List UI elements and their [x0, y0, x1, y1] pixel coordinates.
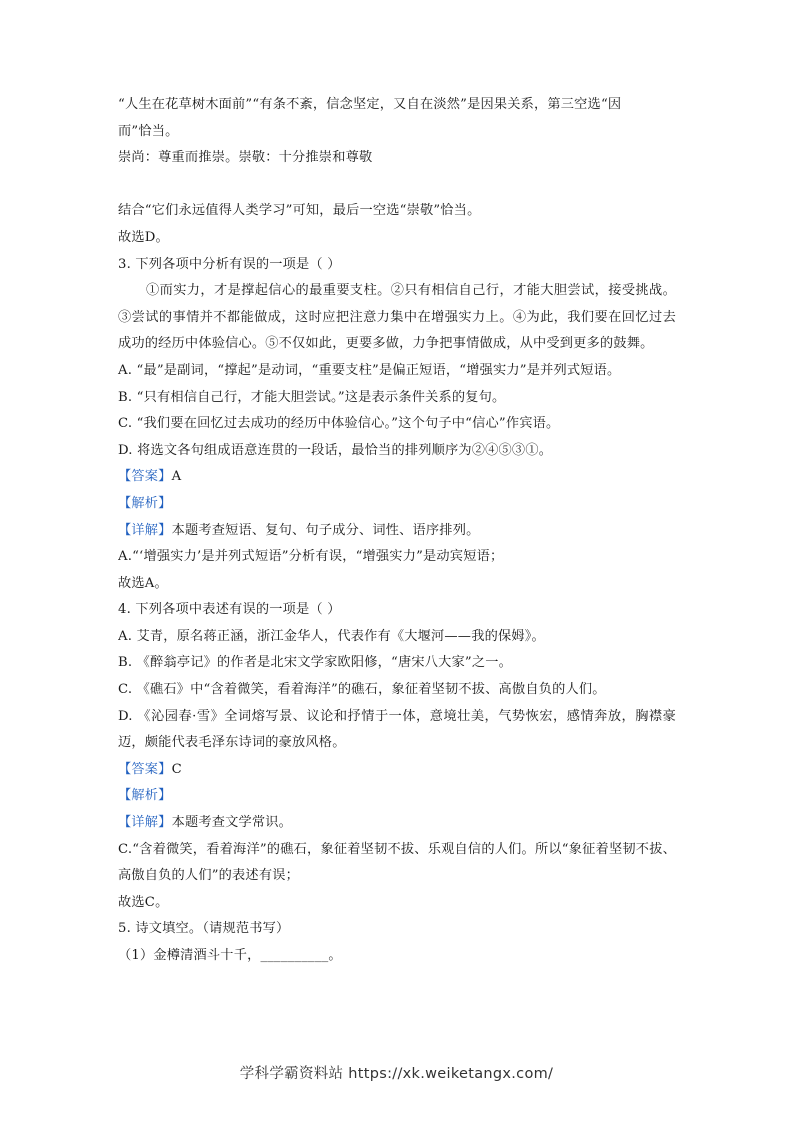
question-4-option-c: C. 《礁石》中“含着微笑，看着海洋”的礁石，象征着坚韧不拔、高傲自负的人们。 [118, 682, 606, 698]
detail-3 [118, 518, 676, 545]
answer-3 [118, 464, 676, 491]
answer-tag: 【答案】 [118, 761, 172, 777]
question-3-option-c: C. “我们要在回忆过去成功的经历中体验信心。”这个句子中“信心”作宾语。 [118, 416, 560, 432]
answer-value: C [171, 761, 182, 777]
detail-4 [118, 810, 676, 837]
analysis-tag: 【解析】 [118, 788, 172, 804]
question-4-option-d: D. 《沁园春·雪》全词熔写景、议论和抒情于一体，意境壮美，气势恢宏，感情奔放，胸襟豪迈，颇能代表毛泽东诗词的豪放风格。 [118, 708, 676, 751]
text-line: 结合“它们永远值得人类学习”可知，最后一空选“崇敬”恰当。 [118, 203, 481, 219]
text-line: 故选A。 [118, 575, 168, 591]
text-line: A.“‘增强实力’是并列式短语”分析有误，“增强实力”是动宾短语； [118, 549, 504, 565]
document-body [118, 92, 676, 970]
detail-tag: 【详解】 [118, 522, 172, 538]
detail-tag: 【详解】 [118, 815, 172, 831]
question-4-option-a: A. 艾青，原名蒋正涵，浙江金华人，代表作有《大堰河——我的保姆》。 [118, 628, 545, 644]
question-4-stem: 4. 下列各项中表述有误的一项是（ ） [118, 602, 341, 618]
text-line: 崇尚：尊重而推崇。崇敬：十分推崇和尊敬 [118, 150, 373, 166]
blank-line [118, 172, 676, 199]
question-3-option-a: A. “最”是副词，“撑起”是动词，“重要支柱”是偏正短语，“增强实力”是并列式短语。 [118, 362, 621, 378]
detail-text: 本题考查文学常识。 [171, 815, 293, 831]
question-3-stem: 3. 下列各项中分析有误的一项是（ ） [118, 256, 341, 272]
text-line: 故选D。 [118, 229, 169, 245]
answer-tag: 【答案】 [118, 469, 172, 485]
detail-text: 本题考查短语、复句、句子成分、词性、语序排列。 [171, 522, 480, 538]
answer-4 [118, 757, 676, 784]
text-line: 而”恰当。 [118, 123, 179, 139]
question-3-option-b: B. “只有相信自己行，才能大胆尝试。”这是表示条件关系的复句。 [118, 389, 506, 405]
answer-value: A [171, 469, 182, 485]
question-4-option-b: B. 《醉翁亭记》的作者是北宋文学家欧阳修，“唐宋八大家”之一。 [118, 655, 513, 671]
text-line: “人生在花草树木面前”“有条不紊，信念坚定，又自在淡然”是因果关系，第三空选“因 [118, 97, 622, 112]
question-3-passage: ①而实力，才是撑起信心的最重要支柱。②只有相信自己行，才能大胆尝试，接受挑战。③尝试的事情并不都能做成，这时应把注意力集中在增强实力上。④为此，我们要在回忆过去成功的经历中体验信心。⑤不仅如此，更要多做，力争把事情做成，从中受到更多的鼓舞。 [118, 283, 676, 352]
analysis-tag: 【解析】 [118, 495, 172, 511]
text-line: C.“含着微笑，看着海洋”的礁石，象征着坚韧不拔、乐观自信的人们。所以“象征着坚韧不拔、高傲自负的人们”的表述有误； [118, 841, 676, 884]
page-footer: 学科学霸资料站 https://xk.weiketangx.com/ [239, 1066, 554, 1082]
text-line: 故选C。 [118, 894, 169, 910]
question-3-option-d: D. 将选文各句组成语意连贯的一段话，最恰当的排列顺序为②④⑤③①。 [118, 442, 553, 458]
question-5-stem: 5. 诗文填空。（请规范书写） [118, 921, 290, 937]
question-5-item-1: （1）金樽清酒斗十千，__________。 [118, 948, 342, 963]
